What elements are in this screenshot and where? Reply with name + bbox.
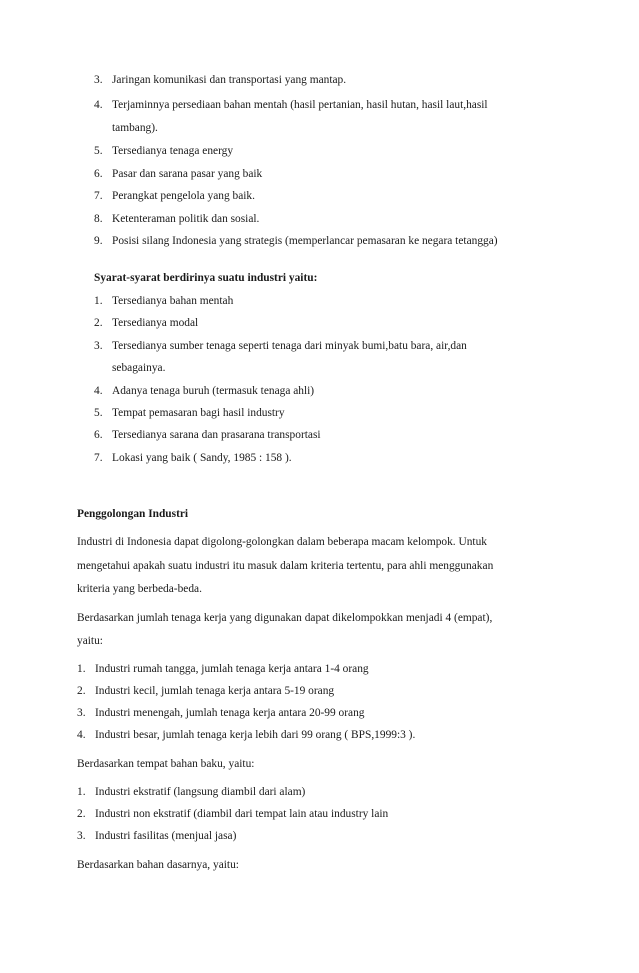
paragraph-line: kriteria yang berbeda-beda.: [77, 583, 202, 595]
list-item: Industri rumah tangga, jumlah tenaga kerja antara 1-4 orang: [95, 663, 369, 675]
list-item: Posisi silang Indonesia yang strategis (memperlancar pemasaran ke negara tetangga): [112, 235, 498, 247]
list-item-number: 1.: [77, 786, 86, 798]
list-item-number: 9.: [94, 235, 103, 247]
list-item-continuation: sebagainya.: [112, 362, 166, 374]
list-item-number: 6.: [94, 429, 103, 441]
list-item: Industri besar, jumlah tenaga kerja lebih dari 99 orang ( BPS,1999:3 ).: [95, 729, 416, 741]
section-heading: Penggolongan Industri: [77, 508, 189, 520]
list-item-number: 3.: [77, 830, 86, 842]
list-item: Tersedianya modal: [112, 317, 199, 329]
list-item-number: 3.: [94, 74, 103, 86]
list-item: Terjaminnya persediaan bahan mentah (hasil pertanian, hasil hutan, hasil laut,hasil: [112, 99, 488, 111]
list-item-number: 1.: [94, 295, 103, 307]
list-item: Perangkat pengelola yang baik.: [112, 190, 255, 202]
paragraph-line: Industri di Indonesia dapat digolong-golongkan dalam beberapa macam kelompok. Untuk: [77, 536, 487, 548]
list-item-number: 2.: [77, 685, 86, 697]
requirements-heading: Syarat-syarat berdirinya suatu industri yaitu:: [94, 272, 318, 284]
list-item: Tersedianya sumber tenaga seperti tenaga dari minyak bumi,batu bara, air,dan: [112, 340, 467, 352]
list-item: Industri non ekstratif (diambil dari tempat lain atau industry lain: [95, 808, 389, 820]
list-item: Pasar dan sarana pasar yang baik: [112, 168, 263, 180]
list-item: Tersedianya sarana dan prasarana transportasi: [112, 429, 321, 441]
list-item: Jaringan komunikasi dan transportasi yang mantap.: [112, 74, 347, 86]
list-item: Adanya tenaga buruh (termasuk tenaga ahli): [112, 385, 315, 397]
paragraph-line: yaitu:: [77, 635, 103, 647]
list-item-continuation: tambang).: [112, 122, 158, 134]
list-item-number: 6.: [94, 168, 103, 180]
list-item-number: 4.: [94, 385, 103, 397]
raw-material-paragraph: Berdasarkan tempat bahan baku, yaitu:: [77, 758, 255, 770]
list-item-number: 3.: [94, 340, 103, 352]
paragraph-line: mengetahui apakah suatu industri itu masuk dalam kriteria tertentu, para ahli menggunakan: [77, 560, 494, 572]
list-item: Industri menengah, jumlah tenaga kerja antara 20-99 orang: [95, 707, 365, 719]
list-item-number: 2.: [94, 317, 103, 329]
list-item-number: 7.: [94, 190, 103, 202]
list-item-number: 4.: [94, 99, 103, 111]
base-material-paragraph: Berdasarkan bahan dasarnya, yaitu:: [77, 859, 239, 871]
list-item-number: 2.: [77, 808, 86, 820]
list-item: Lokasi yang baik ( Sandy, 1985 : 158 ).: [112, 452, 292, 464]
list-item-number: 7.: [94, 452, 103, 464]
list-item: Ketenteraman politik dan sosial.: [112, 213, 260, 225]
list-item-number: 3.: [77, 707, 86, 719]
list-item-number: 1.: [77, 663, 86, 675]
list-item: Industri kecil, jumlah tenaga kerja antara 5-19 orang: [95, 685, 335, 697]
list-item-number: 4.: [77, 729, 86, 741]
paragraph-line: Berdasarkan jumlah tenaga kerja yang digunakan dapat dikelompokkan menjadi 4 (empat),: [77, 612, 493, 624]
list-item: Tempat pemasaran bagi hasil industry: [112, 407, 285, 419]
list-item-number: 5.: [94, 407, 103, 419]
list-item: Industri fasilitas (menjual jasa): [95, 830, 237, 842]
list-item: Tersedianya bahan mentah: [112, 295, 234, 307]
list-item: Industri ekstratif (langsung diambil dari alam): [95, 786, 306, 798]
list-item: Tersedianya tenaga energy: [112, 145, 234, 157]
list-item-number: 8.: [94, 213, 103, 225]
list-item-number: 5.: [94, 145, 103, 157]
